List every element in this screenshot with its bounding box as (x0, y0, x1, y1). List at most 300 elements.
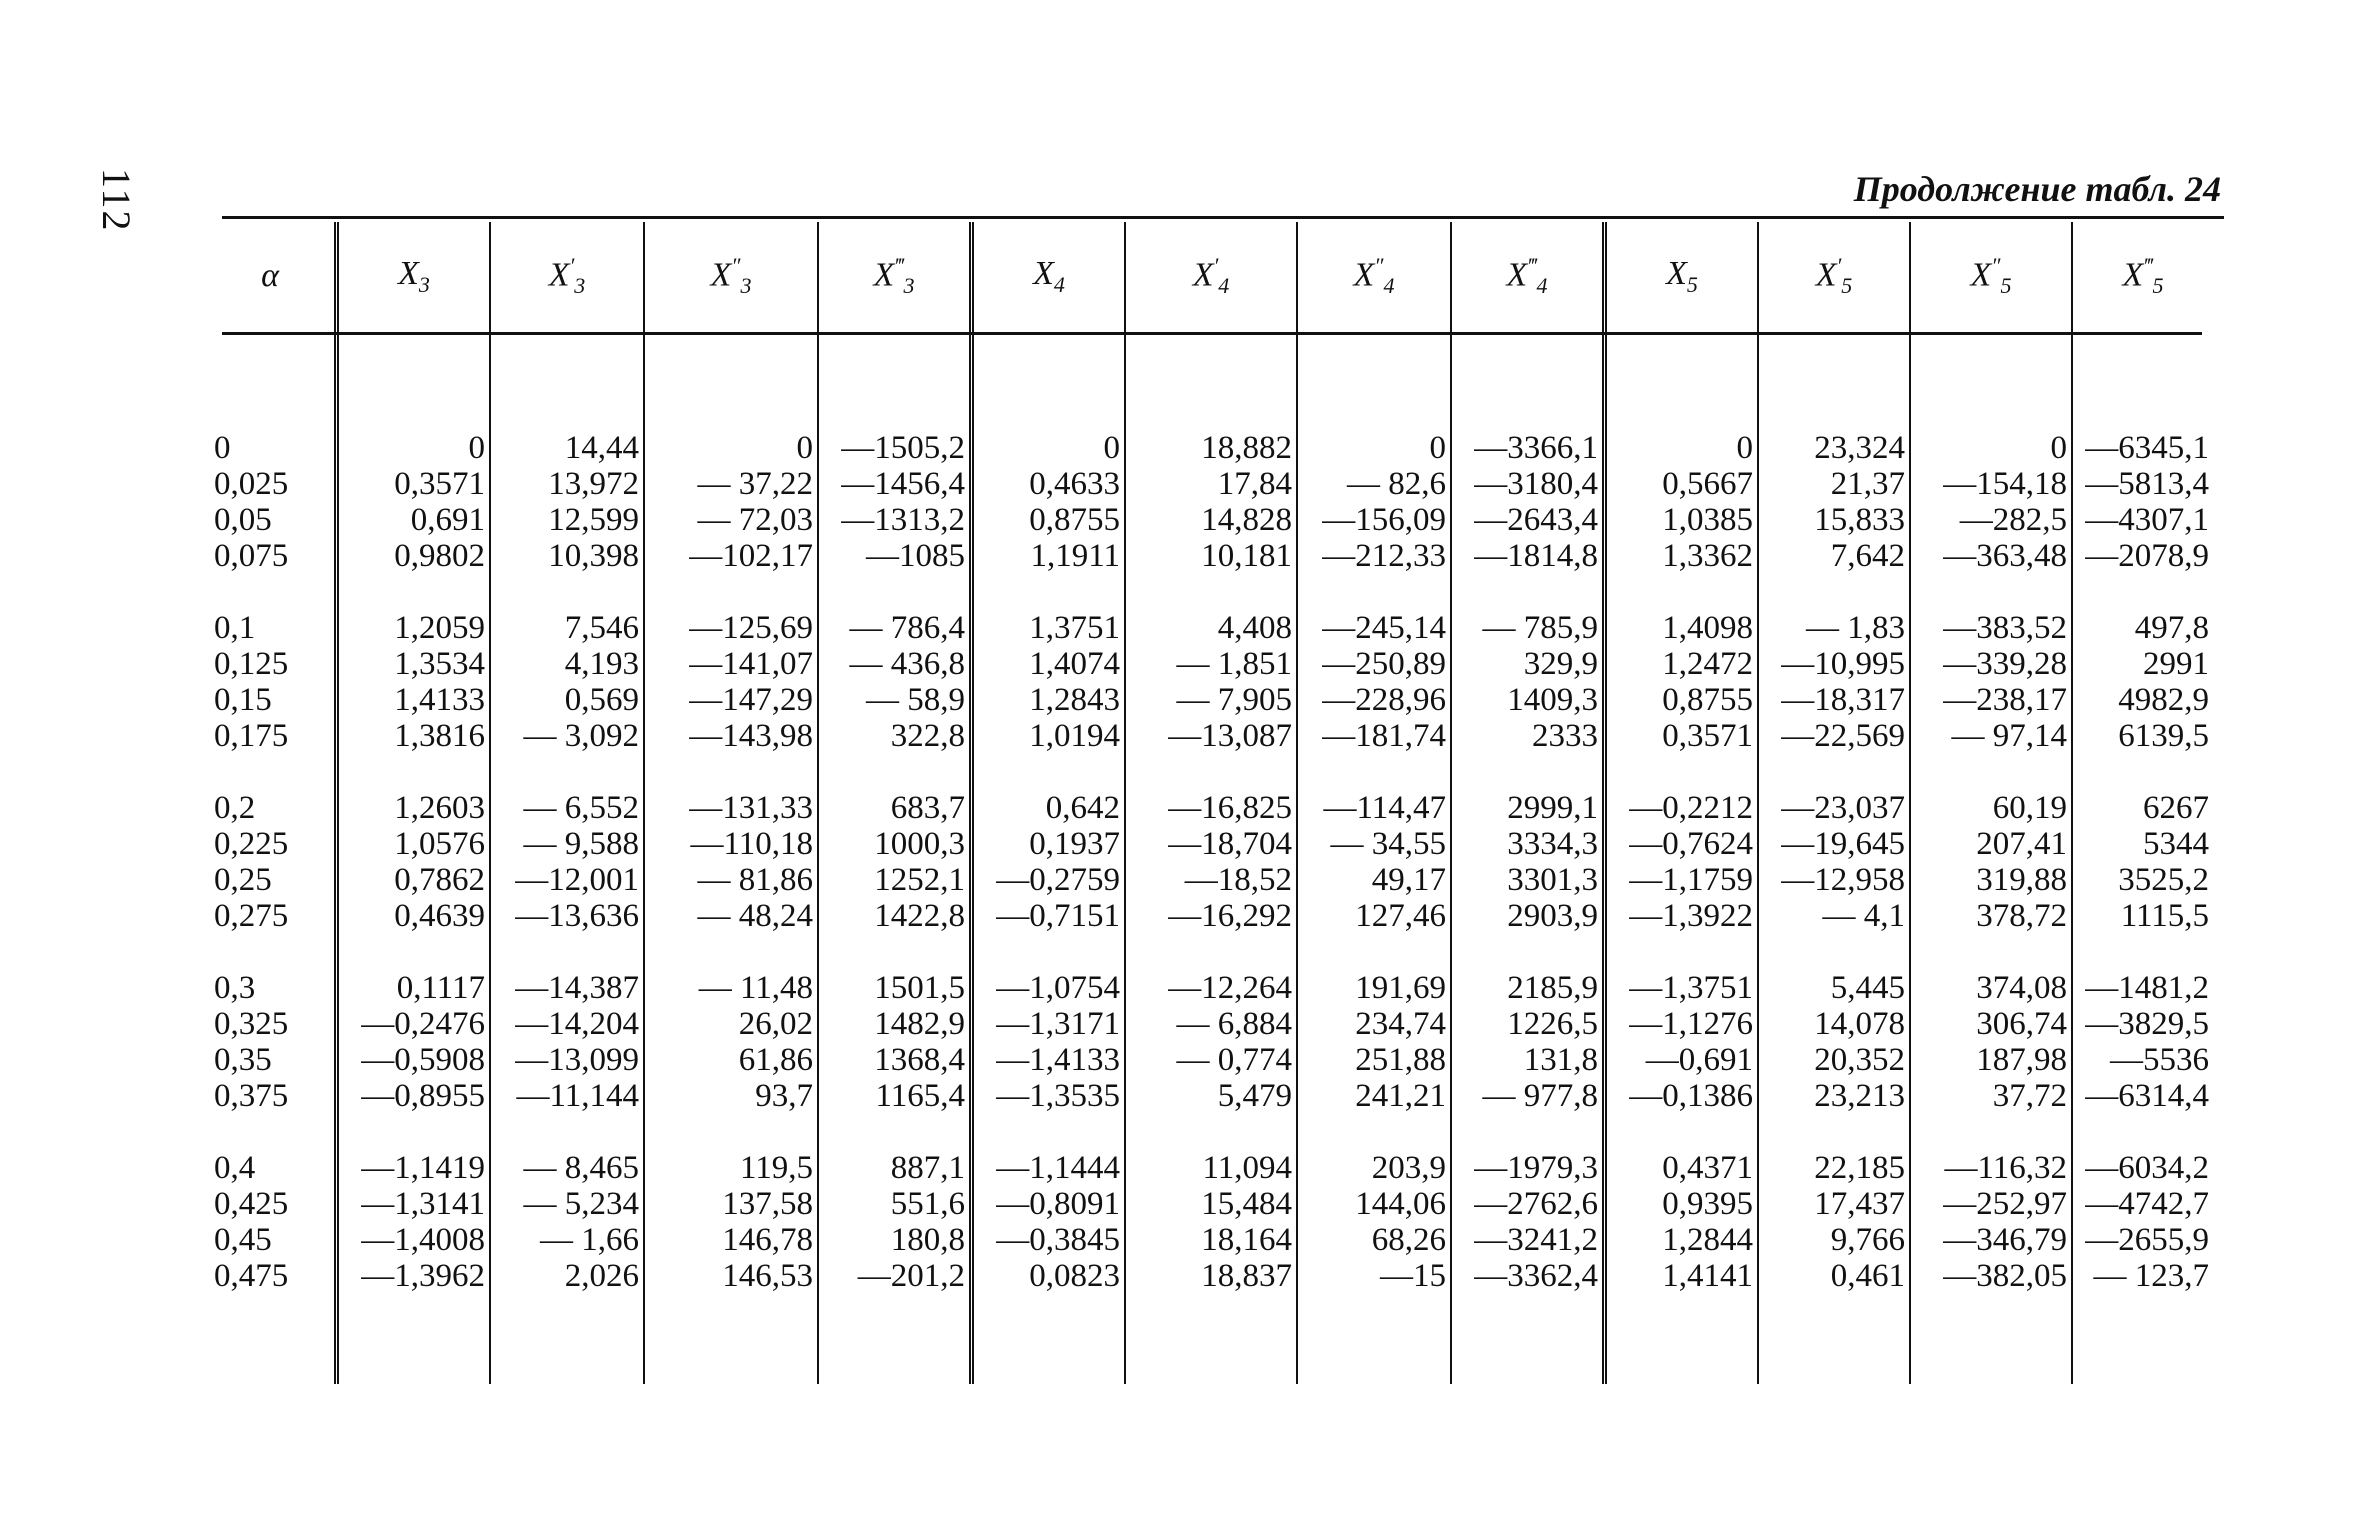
value-cell: 14,078 (1758, 1006, 1910, 1042)
empty-cell (1758, 1114, 1910, 1150)
value-cell: 1,2844 (1605, 1222, 1759, 1258)
empty-cell (206, 330, 337, 430)
value-cell: 26,02 (644, 1006, 818, 1042)
value-cell: 2903,9 (1451, 898, 1605, 934)
table-row (206, 646, 2213, 682)
value-cell: — 786,4 (818, 610, 972, 646)
value-cell: —13,087 (1125, 718, 1297, 754)
value-cell: —14,387 (490, 970, 644, 1006)
value-cell: —3366,1 (1451, 430, 1605, 466)
column-header-prime: ‴ (894, 252, 904, 278)
value-cell: —382,05 (1910, 1258, 2072, 1294)
alpha-cell: 0,325 (214, 1006, 289, 1042)
value-cell: — 6,884 (1125, 1006, 1297, 1042)
value-cell: —102,17 (644, 538, 818, 574)
empty-cell (206, 574, 337, 610)
value-cell: 0,9395 (1605, 1186, 1759, 1222)
value-cell: — 34,55 (1297, 826, 1451, 862)
value-cell: 4,193 (490, 646, 644, 682)
value-cell: 18,882 (1125, 430, 1297, 466)
value-cell: 1,3816 (337, 718, 491, 754)
value-cell: 20,352 (1758, 1042, 1910, 1078)
value-cell: —1,1419 (337, 1150, 491, 1186)
value-cell: — 8,465 (490, 1150, 644, 1186)
value-cell: — 81,86 (644, 862, 818, 898)
value-cell: 7,642 (1758, 538, 1910, 574)
value-cell: —282,5 (1910, 502, 2072, 538)
empty-cell (1605, 1114, 1759, 1150)
column-header-8 (1451, 222, 1605, 330)
empty-cell (2072, 574, 2213, 610)
value-cell: 683,7 (818, 790, 972, 826)
empty-cell (1758, 934, 1910, 970)
column-header-subscript: 5 (2152, 273, 2164, 299)
value-cell: 0,8755 (972, 502, 1126, 538)
empty-cell (1297, 1114, 1451, 1150)
value-cell: 322,8 (818, 718, 972, 754)
value-cell: 18,837 (1125, 1258, 1297, 1294)
value-cell: —6345,1 (2072, 430, 2213, 466)
empty-cell (644, 1294, 818, 1384)
value-cell: 0 (644, 430, 818, 466)
value-cell: 2991 (2072, 646, 2213, 682)
column-header-0 (206, 222, 337, 330)
value-cell: 13,972 (490, 466, 644, 502)
column-header-prime: ″ (731, 252, 741, 278)
column-header-prime: ′ (1213, 252, 1219, 278)
empty-cell (2072, 1114, 2213, 1150)
alpha-cell: 0,2 (214, 790, 256, 826)
value-cell: 1368,4 (818, 1042, 972, 1078)
empty-cell (1451, 574, 1605, 610)
value-cell: —1814,8 (1451, 538, 1605, 574)
column-header-10 (1758, 222, 1910, 330)
table-row (206, 862, 2213, 898)
table-row (206, 538, 2213, 574)
column-header-5 (972, 222, 1126, 330)
value-cell: —114,47 (1297, 790, 1451, 826)
value-cell: —154,18 (1910, 466, 2072, 502)
value-cell: —0,7151 (972, 898, 1126, 934)
value-cell: 1252,1 (818, 862, 972, 898)
header-row (206, 222, 2213, 330)
value-cell: —1456,4 (818, 466, 972, 502)
empty-cell (1297, 330, 1451, 430)
value-cell: —1,1444 (972, 1150, 1126, 1186)
value-cell: —5536 (2072, 1042, 2213, 1078)
column-header-prime: ‴ (2143, 252, 2153, 278)
empty-cell (1297, 574, 1451, 610)
value-cell: 0 (337, 430, 491, 466)
column-header-subscript: 5 (2000, 273, 2012, 299)
alpha-cell: 0,175 (214, 718, 289, 754)
value-cell: 15,484 (1125, 1186, 1297, 1222)
empty-cell (818, 1294, 972, 1384)
column-header-symbol: X (710, 256, 732, 294)
value-cell: —250,89 (1297, 646, 1451, 682)
value-cell: —252,97 (1910, 1186, 2072, 1222)
value-cell: —339,28 (1910, 646, 2072, 682)
empty-cell (972, 934, 1126, 970)
empty-cell (1125, 574, 1297, 610)
column-header-subscript: 3 (740, 273, 752, 299)
empty-cell (337, 934, 491, 970)
top-rule (222, 216, 2224, 219)
value-cell: —0,691 (1605, 1042, 1759, 1078)
value-cell: 1165,4 (818, 1078, 972, 1114)
value-cell: 0,8755 (1605, 682, 1759, 718)
column-header-symbol: X (873, 256, 895, 294)
value-cell: 93,7 (644, 1078, 818, 1114)
value-cell: 37,72 (1910, 1078, 2072, 1114)
value-cell: — 72,03 (644, 502, 818, 538)
value-cell: 144,06 (1297, 1186, 1451, 1222)
value-cell: 0,4639 (337, 898, 491, 934)
empty-cell (337, 1114, 491, 1150)
empty-cell (1605, 1294, 1759, 1384)
empty-cell (644, 330, 818, 430)
value-cell: 0 (1910, 430, 2072, 466)
value-cell: 4982,9 (2072, 682, 2213, 718)
value-cell: —18,704 (1125, 826, 1297, 862)
column-header-symbol: X (1666, 254, 1687, 292)
table-row (206, 610, 2213, 646)
empty-cell (1451, 934, 1605, 970)
value-cell: —16,825 (1125, 790, 1297, 826)
value-cell: —1,1759 (1605, 862, 1759, 898)
empty-cell (206, 754, 337, 790)
value-cell: 0,3571 (1605, 718, 1759, 754)
value-cell: 0,569 (490, 682, 644, 718)
value-cell: 207,41 (1910, 826, 2072, 862)
value-cell: —110,18 (644, 826, 818, 862)
column-header-symbol: X (548, 256, 570, 294)
empty-cell (2072, 330, 2213, 430)
value-cell: 6139,5 (2072, 718, 2213, 754)
table-row (206, 1078, 2213, 1114)
empty-cell (1451, 330, 1605, 430)
empty-cell (972, 574, 1126, 610)
value-cell: —0,2476 (337, 1006, 491, 1042)
value-cell: —383,52 (1910, 610, 2072, 646)
value-cell: — 1,83 (1758, 610, 1910, 646)
value-cell: 187,98 (1910, 1042, 2072, 1078)
value-cell: 1,0194 (972, 718, 1126, 754)
value-cell: 1,2603 (337, 790, 491, 826)
value-cell: —0,5908 (337, 1042, 491, 1078)
column-header-7 (1297, 222, 1451, 330)
value-cell: — 7,905 (1125, 682, 1297, 718)
value-cell: —4742,7 (2072, 1186, 2213, 1222)
table-row (206, 1186, 2213, 1222)
value-cell: —2762,6 (1451, 1186, 1605, 1222)
value-cell: 1,4133 (337, 682, 491, 718)
value-cell: —18,52 (1125, 862, 1297, 898)
value-cell: 17,84 (1125, 466, 1297, 502)
column-header-subscript: 5 (1841, 273, 1853, 299)
empty-cell (337, 330, 491, 430)
value-cell: 12,599 (490, 502, 644, 538)
alpha-cell: 0,075 (214, 538, 289, 574)
empty-cell (1451, 754, 1605, 790)
column-header-subscript: 3 (903, 273, 915, 299)
empty-cell (1605, 574, 1759, 610)
value-cell: 887,1 (818, 1150, 972, 1186)
column-header-symbol: X (1506, 256, 1528, 294)
empty-cell (1297, 934, 1451, 970)
value-cell: —0,8091 (972, 1186, 1126, 1222)
value-cell: —141,07 (644, 646, 818, 682)
value-cell: 3301,3 (1451, 862, 1605, 898)
table-row (206, 1258, 2213, 1294)
value-cell: 5,445 (1758, 970, 1910, 1006)
value-cell: —12,264 (1125, 970, 1297, 1006)
value-cell: — 37,22 (644, 466, 818, 502)
column-header-1 (337, 222, 491, 330)
column-header-6 (1125, 222, 1297, 330)
value-cell: —131,33 (644, 790, 818, 826)
value-cell: — 123,7 (2072, 1258, 2213, 1294)
value-cell: —1313,2 (818, 502, 972, 538)
value-cell: 0,0823 (972, 1258, 1126, 1294)
value-cell: 11,094 (1125, 1150, 1297, 1186)
value-cell: 49,17 (1297, 862, 1451, 898)
alpha-cell: 0,05 (214, 502, 272, 538)
empty-cell (1125, 754, 1297, 790)
value-cell: —1,0754 (972, 970, 1126, 1006)
column-header-symbol: X (1970, 256, 1992, 294)
value-cell: —0,2759 (972, 862, 1126, 898)
empty-cell (1758, 1294, 1910, 1384)
value-cell: 15,833 (1758, 502, 1910, 538)
value-cell: 0,642 (972, 790, 1126, 826)
alpha-cell: 0,25 (214, 862, 272, 898)
value-cell: —2078,9 (2072, 538, 2213, 574)
column-header-11 (1910, 222, 2072, 330)
column-header-subscript: 4 (1383, 273, 1395, 299)
empty-cell (1297, 754, 1451, 790)
value-cell: — 3,092 (490, 718, 644, 754)
bottom-spacer-row (206, 1294, 2213, 1384)
alpha-cell: 0,425 (214, 1186, 289, 1222)
empty-cell (206, 934, 337, 970)
column-header-prime: ‴ (1527, 252, 1537, 278)
value-cell: —18,317 (1758, 682, 1910, 718)
empty-cell (644, 754, 818, 790)
value-cell: —1505,2 (818, 430, 972, 466)
value-cell: 0 (972, 430, 1126, 466)
empty-cell (337, 574, 491, 610)
value-cell: 2999,1 (1451, 790, 1605, 826)
empty-cell (2072, 934, 2213, 970)
value-cell: 1,4141 (1605, 1258, 1759, 1294)
value-cell: 3334,3 (1451, 826, 1605, 862)
value-cell: —12,001 (490, 862, 644, 898)
alpha-cell: 0,475 (214, 1258, 289, 1294)
value-cell: —1,3171 (972, 1006, 1126, 1042)
value-cell: 146,53 (644, 1258, 818, 1294)
value-cell: 0,4371 (1605, 1150, 1759, 1186)
empty-cell (972, 1294, 1126, 1384)
alpha-cell: 0,15 (214, 682, 272, 718)
empty-cell (972, 1114, 1126, 1150)
value-cell: 1,0385 (1605, 502, 1759, 538)
empty-cell (644, 934, 818, 970)
value-cell: 1,2472 (1605, 646, 1759, 682)
table-row (206, 898, 2213, 934)
value-cell: 1501,5 (818, 970, 972, 1006)
value-cell: 1,2059 (337, 610, 491, 646)
value-cell: — 48,24 (644, 898, 818, 934)
value-cell: 1115,5 (2072, 898, 2213, 934)
value-cell: 1,3534 (337, 646, 491, 682)
value-cell: 10,398 (490, 538, 644, 574)
value-cell: —1,3141 (337, 1186, 491, 1222)
value-cell: 374,08 (1910, 970, 2072, 1006)
alpha-cell: 0,125 (214, 646, 289, 682)
value-cell: —1,1276 (1605, 1006, 1759, 1042)
value-cell: 21,37 (1758, 466, 1910, 502)
value-cell: — 436,8 (818, 646, 972, 682)
value-cell: —1085 (818, 538, 972, 574)
value-cell: — 11,48 (644, 970, 818, 1006)
empty-cell (490, 934, 644, 970)
value-cell: 5344 (2072, 826, 2213, 862)
empty-cell (1758, 754, 1910, 790)
table-caption: Продолжение табл. 24 (1853, 169, 2221, 209)
value-cell: —181,74 (1297, 718, 1451, 754)
empty-cell (818, 330, 972, 430)
value-cell: —0,3845 (972, 1222, 1126, 1258)
column-header-prime: ′ (569, 252, 575, 278)
value-cell: —19,645 (1758, 826, 1910, 862)
empty-cell (1758, 330, 1910, 430)
column-header-subscript: 4 (1053, 271, 1065, 297)
table-row (206, 1150, 2213, 1186)
alpha-cell: 0,375 (214, 1078, 289, 1114)
value-cell: 137,58 (644, 1186, 818, 1222)
value-cell: —143,98 (644, 718, 818, 754)
value-cell: 0 (1297, 430, 1451, 466)
value-cell: 2185,9 (1451, 970, 1605, 1006)
column-header-prime: ″ (1991, 252, 2001, 278)
value-cell: —212,33 (1297, 538, 1451, 574)
value-cell: —363,48 (1910, 538, 2072, 574)
value-cell: 203,9 (1297, 1150, 1451, 1186)
table-row (206, 790, 2213, 826)
value-cell: 1,1911 (972, 538, 1126, 574)
value-cell: 1000,3 (818, 826, 972, 862)
value-cell: — 785,9 (1451, 610, 1605, 646)
value-cell: 329,9 (1451, 646, 1605, 682)
column-header-12 (2072, 222, 2213, 330)
value-cell: 0,1117 (337, 970, 491, 1006)
value-cell: 0,1937 (972, 826, 1126, 862)
value-cell: —22,569 (1758, 718, 1910, 754)
value-cell: —4307,1 (2072, 502, 2213, 538)
empty-cell (490, 330, 644, 430)
value-cell: —5813,4 (2072, 466, 2213, 502)
table-row (206, 430, 2213, 466)
value-cell: —10,995 (1758, 646, 1910, 682)
table-row (206, 466, 2213, 502)
alpha-cell: 0,1 (214, 610, 256, 646)
column-header-subscript: 3 (574, 273, 586, 299)
value-cell: 23,213 (1758, 1078, 1910, 1114)
value-cell: —245,14 (1297, 610, 1451, 646)
value-cell: —228,96 (1297, 682, 1451, 718)
value-cell: —13,099 (490, 1042, 644, 1078)
value-cell: 191,69 (1297, 970, 1451, 1006)
value-cell: —3829,5 (2072, 1006, 2213, 1042)
value-cell: 0,461 (1758, 1258, 1910, 1294)
group-gap-row (206, 1114, 2213, 1150)
empty-cell (1910, 754, 2072, 790)
alpha-cell: 0,4 (214, 1150, 256, 1186)
value-cell: —1,3962 (337, 1258, 491, 1294)
empty-cell (1451, 1294, 1605, 1384)
table-row (206, 1222, 2213, 1258)
value-cell: 131,8 (1451, 1042, 1605, 1078)
table-body (206, 330, 2213, 1384)
values-table (206, 222, 2213, 1384)
empty-cell (972, 330, 1126, 430)
empty-cell (818, 574, 972, 610)
value-cell: 14,828 (1125, 502, 1297, 538)
value-cell: 1,4074 (972, 646, 1126, 682)
empty-cell (818, 754, 972, 790)
empty-cell (490, 754, 644, 790)
value-cell: 0,691 (337, 502, 491, 538)
value-cell: 22,185 (1758, 1150, 1910, 1186)
empty-cell (1605, 330, 1759, 430)
column-header-symbol: X (1192, 256, 1214, 294)
value-cell: 60,19 (1910, 790, 2072, 826)
table-row (206, 718, 2213, 754)
empty-cell (1605, 934, 1759, 970)
value-cell: 4,408 (1125, 610, 1297, 646)
value-cell: —116,32 (1910, 1150, 2072, 1186)
value-cell: — 6,552 (490, 790, 644, 826)
table-row (206, 826, 2213, 862)
table-row (206, 1042, 2213, 1078)
value-cell: 319,88 (1910, 862, 2072, 898)
value-cell: —147,29 (644, 682, 818, 718)
empty-cell (644, 1114, 818, 1150)
value-cell: 0,5667 (1605, 466, 1759, 502)
value-cell: 14,44 (490, 430, 644, 466)
value-cell: 6267 (2072, 790, 2213, 826)
empty-cell (1910, 330, 2072, 430)
value-cell: 1,0576 (337, 826, 491, 862)
column-header-subscript: 5 (1686, 271, 1698, 297)
column-header-symbol: X (398, 254, 419, 292)
value-cell: — 5,234 (490, 1186, 644, 1222)
empty-cell (1910, 934, 2072, 970)
value-cell: —0,1386 (1605, 1078, 1759, 1114)
empty-cell (490, 1294, 644, 1384)
value-cell: 0,9802 (337, 538, 491, 574)
value-cell: —1,3535 (972, 1078, 1126, 1114)
empty-cell (1910, 574, 2072, 610)
value-cell: 1409,3 (1451, 682, 1605, 718)
value-cell: 7,546 (490, 610, 644, 646)
column-header-4 (818, 222, 972, 330)
value-cell: —1,4008 (337, 1222, 491, 1258)
value-cell: 497,8 (2072, 610, 2213, 646)
table-row (206, 682, 2213, 718)
table-header (206, 222, 2213, 330)
